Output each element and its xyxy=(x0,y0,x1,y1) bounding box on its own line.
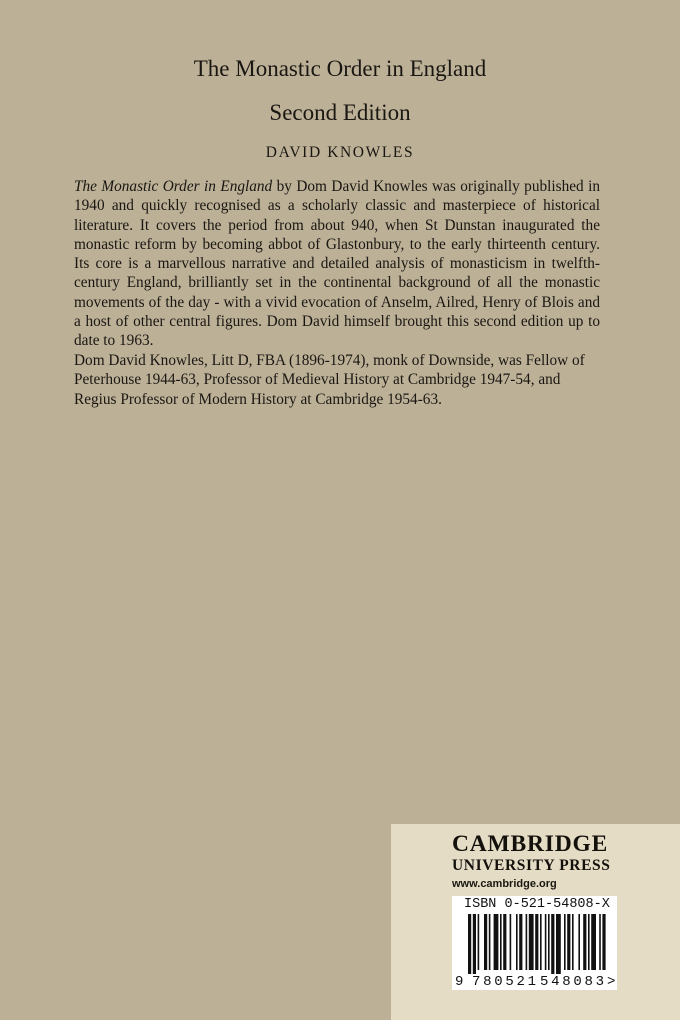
barcode-first-digit: 9 xyxy=(455,974,464,990)
barcode-bar xyxy=(564,914,566,970)
barcode-bar xyxy=(567,914,570,970)
barcode-bar xyxy=(551,914,554,974)
barcode-bar xyxy=(545,914,547,970)
bio-paragraph: Dom David Knowles, Litt D, FBA (1896-1974), monk of Downside, was Fellow of Peterhouse 1944-63, Professor of Medieval History at Cambridge 1947-54, and Regius Professor of Modern History at Cambridge 1954-63. xyxy=(74,352,585,408)
barcode-bar xyxy=(556,914,561,974)
blurb-title-italic: The Monastic Order in England xyxy=(74,178,273,195)
book-author: DAVID KNOWLES xyxy=(265,144,415,161)
barcode-bar xyxy=(583,914,586,970)
publisher-subname: UNIVERSITY PRESS xyxy=(452,857,611,874)
barcode-bar xyxy=(591,914,596,970)
barcode-bar xyxy=(519,914,522,970)
book-edition: Second Edition xyxy=(269,100,411,125)
barcode-bar xyxy=(540,914,542,970)
barcode-bar xyxy=(516,914,518,970)
barcode-bars xyxy=(468,914,606,974)
barcode-right-digits: 548083 xyxy=(540,974,604,990)
barcode xyxy=(452,896,617,990)
barcode-bar xyxy=(484,914,487,970)
barcode-bar xyxy=(526,914,528,970)
barcode-bar xyxy=(500,914,502,970)
barcode-bar xyxy=(489,914,491,970)
barcode-bar xyxy=(503,914,506,970)
barcode-bar xyxy=(529,914,534,970)
barcode-bar xyxy=(468,914,471,974)
barcode-bar xyxy=(599,914,601,970)
barcode-bar xyxy=(602,914,605,970)
barcode-bar xyxy=(578,914,580,970)
publisher-url: www.cambridge.org xyxy=(452,878,557,890)
barcode-bar xyxy=(510,914,512,970)
barcode-bar xyxy=(473,914,476,974)
isbn-label: ISBN 0-521-54808-X xyxy=(464,897,610,912)
barcode-bar xyxy=(548,914,550,970)
barcode-bar xyxy=(588,914,590,970)
book-title: The Monastic Order in England xyxy=(193,56,487,81)
barcode-bar xyxy=(572,914,574,970)
barcode-bar xyxy=(535,914,538,970)
barcode-left-digits: 780521 xyxy=(472,974,536,990)
publisher-name: CAMBRIDGE xyxy=(452,831,609,857)
blurb-text: by Dom David Knowles was originally published in 1940 and quickly recognised as a scholarly classic and masterpiece of historical literature. It covers the period from about 940, when St Dunstan inaugurated the monastic reform by becoming abbot of Glastonbury, to the early thirteenth century. Its core is a marvellous narrative and detailed analysis of monasticism in twelfth-century England, brilliantly set in the continental background of all the monastic movements of the day - with a vivid evocation of Anselm, Ailred, Henry of Blois and a host of other central figures. Dom David himself brought this second edition up to date to 1963. xyxy=(74,178,600,350)
blurb-paragraph xyxy=(74,177,600,351)
barcode-bar xyxy=(494,914,499,970)
barcode-bar xyxy=(478,914,480,970)
barcode-trailing-mark: > xyxy=(607,974,616,990)
